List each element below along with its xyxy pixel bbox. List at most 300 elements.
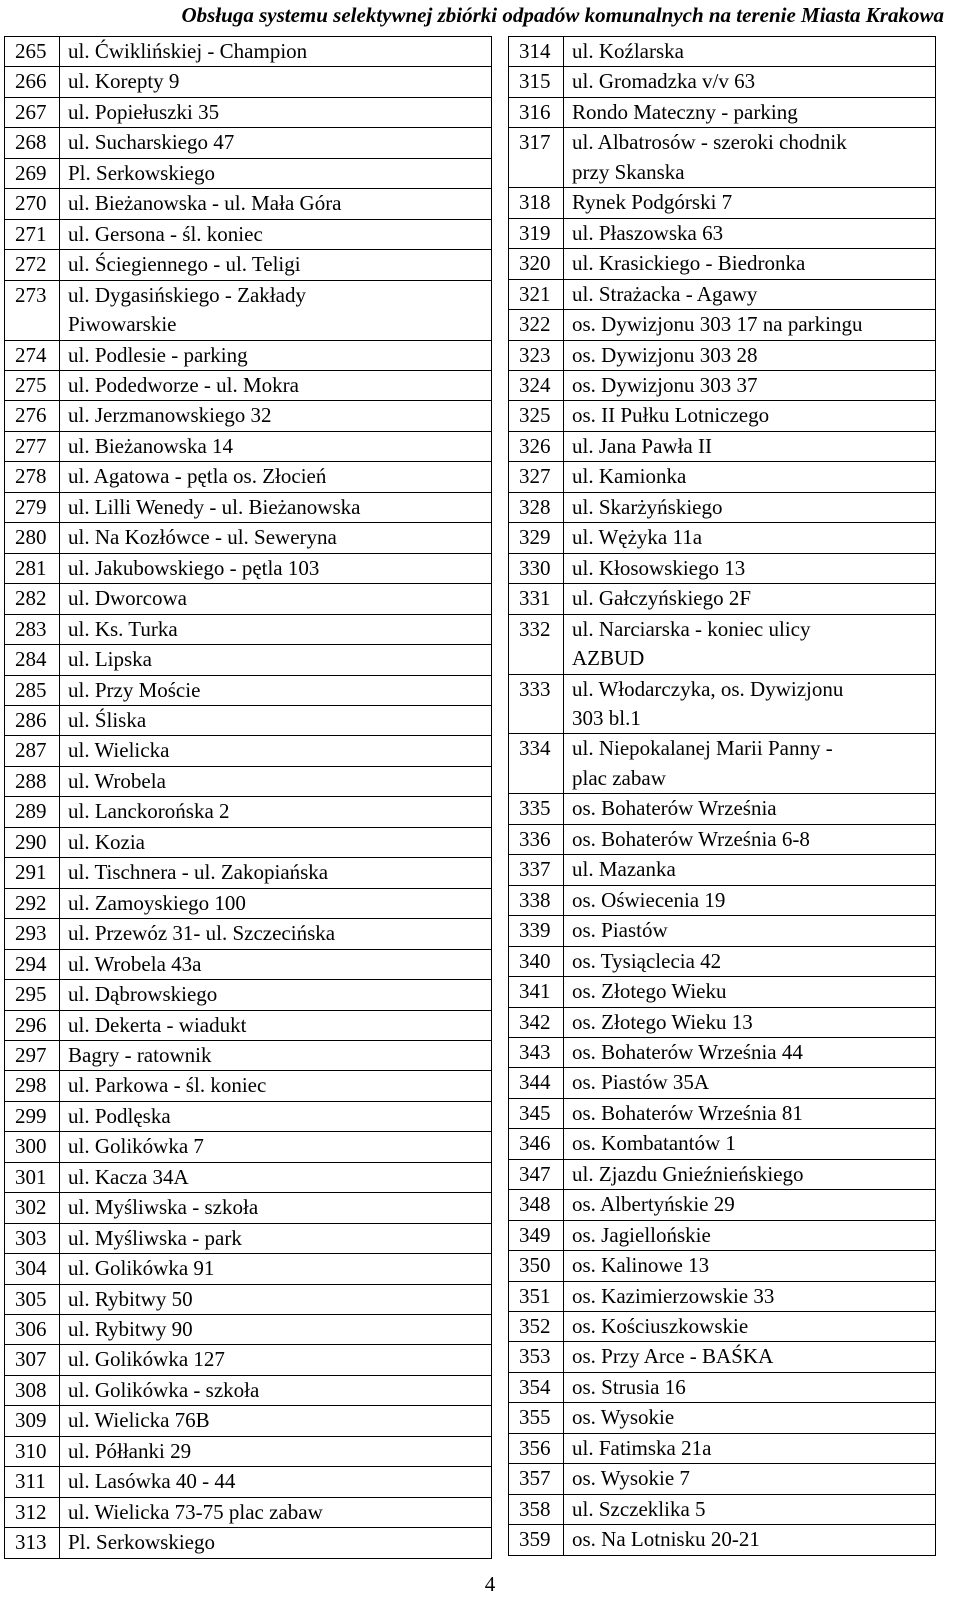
- row-number: 318: [509, 188, 564, 218]
- address-line: ul. Sucharskiego 47: [68, 130, 235, 155]
- table-row: [509, 37, 936, 67]
- row-address: [60, 675, 492, 705]
- row-address: [60, 766, 492, 796]
- address-line-continued: przy Skanska: [572, 159, 685, 184]
- row-address: [564, 462, 936, 492]
- table-row: [5, 614, 492, 644]
- row-number: 333: [509, 674, 564, 734]
- table-row: [5, 1223, 492, 1253]
- row-number: 351: [509, 1281, 564, 1311]
- address-line: ul. Przy Moście: [68, 677, 201, 702]
- address-line: ul. Tischnera - ul. Zakopiańska: [68, 860, 329, 885]
- row-address: [564, 614, 936, 674]
- row-address: [564, 279, 936, 309]
- row-number: 317: [509, 128, 564, 188]
- address-line: Pl. Serkowskiego: [68, 160, 215, 185]
- table-row: [5, 370, 492, 400]
- address-line: ul. Kozia: [68, 829, 145, 854]
- table-row: [509, 188, 936, 218]
- row-number: 316: [509, 97, 564, 127]
- row-address: [564, 946, 936, 976]
- row-number: 294: [5, 949, 60, 979]
- row-address: [60, 1162, 492, 1192]
- row-address: [564, 249, 936, 279]
- address-line: ul. Bieżanowska 14: [68, 433, 234, 458]
- address-line: ul. Ks. Turka: [68, 616, 178, 641]
- table-row: [5, 492, 492, 522]
- address-line: ul. Przewóz 31- ul. Szczecińska: [68, 921, 336, 946]
- address-line: ul. Płaszowska 63: [572, 220, 724, 245]
- table-row: [509, 1464, 936, 1494]
- row-address: [60, 1284, 492, 1314]
- row-number: 327: [509, 462, 564, 492]
- table-row: [5, 37, 492, 67]
- row-address: [564, 1464, 936, 1494]
- row-number: 280: [5, 523, 60, 553]
- table-row: [5, 401, 492, 431]
- address-line: ul. Golikówka - szkoła: [68, 1377, 260, 1402]
- table-row: [509, 1494, 936, 1524]
- address-line: ul. Dąbrowskiego: [68, 982, 218, 1007]
- address-line: ul. Gromadzka v/v 63: [572, 69, 756, 94]
- page-header: Obsługa systemu selektywnej zbiórki odpadów komunalnych na terenie Miasta Krakowa: [181, 3, 944, 27]
- table-row: [509, 97, 936, 127]
- row-number: 277: [5, 431, 60, 461]
- row-number: 353: [509, 1342, 564, 1372]
- row-address: [60, 858, 492, 888]
- address-line: ul. Kacza 34A: [68, 1164, 189, 1189]
- table-row: [509, 1068, 936, 1098]
- address-line: os. Strusia 16: [572, 1374, 686, 1399]
- address-line: os. Bohaterów Września 81: [572, 1100, 803, 1125]
- address-line: ul. Dekerta - wiadukt: [68, 1012, 247, 1037]
- row-address: [60, 1375, 492, 1405]
- address-line: ul. Wielicka: [68, 738, 170, 763]
- address-line: os. Dywizjonu 303 37: [572, 372, 758, 397]
- row-number: 358: [509, 1494, 564, 1524]
- address-line: ul. Mazanka: [572, 857, 676, 882]
- row-number: 288: [5, 766, 60, 796]
- row-number: 281: [5, 553, 60, 583]
- row-address: [564, 855, 936, 885]
- table-row: [5, 250, 492, 280]
- row-address: [60, 1254, 492, 1284]
- row-number: 332: [509, 614, 564, 674]
- row-address: [564, 674, 936, 734]
- address-line: os. Wysokie: [572, 1405, 675, 1430]
- address-line: os. Bohaterów Września: [572, 796, 777, 821]
- address-line: Pl. Serkowskiego: [68, 1530, 215, 1555]
- row-address: [60, 1010, 492, 1040]
- row-address: [60, 980, 492, 1010]
- row-address: [60, 97, 492, 127]
- address-line: os. Kazimierzowskie 33: [572, 1283, 775, 1308]
- row-address: [60, 1101, 492, 1131]
- row-number: 306: [5, 1315, 60, 1345]
- table-row: [5, 523, 492, 553]
- row-address: [564, 1342, 936, 1372]
- table-row: [509, 310, 936, 340]
- row-number: 319: [509, 218, 564, 248]
- address-line: ul. Rybitwy 90: [68, 1317, 193, 1342]
- address-line: os. Dywizjonu 303 28: [572, 342, 758, 367]
- table-row: [509, 1281, 936, 1311]
- address-line: os. Kościuszkowskie: [572, 1314, 749, 1339]
- address-line: ul. Skarżyńskiego: [572, 494, 723, 519]
- table-row: [5, 280, 492, 340]
- row-number: 357: [509, 1464, 564, 1494]
- table-row: [5, 1528, 492, 1558]
- row-number: 307: [5, 1345, 60, 1375]
- row-address: [564, 1129, 936, 1159]
- table-row: [509, 462, 936, 492]
- row-number: 274: [5, 340, 60, 370]
- address-line: ul. Ćwiklińskiej - Champion: [68, 39, 308, 63]
- table-row: [509, 370, 936, 400]
- address-line: ul. Wielicka 73-75 plac zabaw: [68, 1499, 323, 1524]
- address-line: ul. Kamionka: [572, 464, 687, 489]
- table-row: [5, 1132, 492, 1162]
- table-row: [5, 431, 492, 461]
- row-address: [564, 584, 936, 614]
- row-number: 271: [5, 219, 60, 249]
- row-address: [564, 1251, 936, 1281]
- address-line: ul. Podedworze - ul. Mokra: [68, 372, 299, 397]
- address-line: ul. Lipska: [68, 647, 152, 672]
- row-number: 337: [509, 855, 564, 885]
- address-table-right: [508, 36, 936, 1556]
- row-address: [60, 705, 492, 735]
- row-address: [60, 401, 492, 431]
- address-line: ul. Podlesie - parking: [68, 342, 248, 367]
- address-line: ul. Agatowa - pętla os. Złocień: [68, 464, 327, 489]
- address-line: ul. Dworcowa: [68, 586, 187, 611]
- address-line: ul. Zjazdu Gnieźnieńskiego: [572, 1161, 804, 1186]
- row-number: 313: [5, 1528, 60, 1558]
- address-table-left: [4, 36, 492, 1559]
- address-line: ul. Golikówka 127: [68, 1347, 225, 1372]
- address-line: os. Złotego Wieku: [572, 979, 727, 1004]
- row-number: 340: [509, 946, 564, 976]
- row-number: 322: [509, 310, 564, 340]
- address-line: ul. Wrobela 43a: [68, 951, 202, 976]
- row-address: [60, 1436, 492, 1466]
- address-line: ul. Golikówka 91: [68, 1256, 215, 1281]
- address-line: os. Bohaterów Września 6-8: [572, 826, 810, 851]
- row-address: [60, 37, 492, 67]
- address-line: ul. Rybitwy 50: [68, 1286, 193, 1311]
- row-number: 348: [509, 1190, 564, 1220]
- address-line-continued: 303 bl.1: [572, 705, 641, 730]
- table-row: [5, 797, 492, 827]
- table-row: [5, 1010, 492, 1040]
- table-row: [509, 340, 936, 370]
- row-address: [564, 97, 936, 127]
- row-address: [60, 250, 492, 280]
- table-row: [509, 492, 936, 522]
- row-address: [60, 1132, 492, 1162]
- address-line: os. Wysokie 7: [572, 1466, 690, 1491]
- table-row: [5, 128, 492, 158]
- row-number: 268: [5, 128, 60, 158]
- table-row: [5, 1101, 492, 1131]
- table-row: [509, 1525, 936, 1555]
- address-line: ul. Dygasińskiego - Zakłady: [68, 282, 306, 307]
- table-row: [5, 1162, 492, 1192]
- row-number: 328: [509, 492, 564, 522]
- row-address: [60, 797, 492, 827]
- row-address: [564, 1190, 936, 1220]
- address-line: ul. Jana Pawła II: [572, 433, 712, 458]
- address-line: ul. Włodarczyka, os. Dywizjonu: [572, 676, 844, 701]
- address-line: ul. Śliska: [68, 707, 147, 732]
- table-row: [509, 1037, 936, 1067]
- address-line: ul. Lanckorońska 2: [68, 799, 230, 824]
- address-line: ul. Lilli Wenedy - ul. Bieżanowska: [68, 494, 361, 519]
- table-row: [509, 1312, 936, 1342]
- table-row: [509, 614, 936, 674]
- table-row: [5, 888, 492, 918]
- row-address: [564, 1068, 936, 1098]
- table-row: [5, 1040, 492, 1070]
- table-row: [5, 462, 492, 492]
- address-line: os. Piastów 35A: [572, 1070, 710, 1095]
- address-line: os. Piastów: [572, 918, 668, 943]
- table-row: [509, 1159, 936, 1189]
- address-line: ul. Jakubowskiego - pętla 103: [68, 555, 320, 580]
- address-line: ul. Fatimska 21a: [572, 1435, 712, 1460]
- row-number: 270: [5, 189, 60, 219]
- row-address: [564, 1525, 936, 1555]
- table-row: [5, 949, 492, 979]
- address-line: os. Na Lotnisku 20-21: [572, 1527, 760, 1552]
- table-row: [5, 553, 492, 583]
- row-address: [60, 1497, 492, 1527]
- address-line: ul. Ściegiennego - ul. Teligi: [68, 252, 301, 277]
- row-number: 295: [5, 980, 60, 1010]
- address-line: ul. Koźlarska: [572, 39, 684, 63]
- table-row: [5, 1436, 492, 1466]
- table-row: [5, 340, 492, 370]
- address-table-right-body: [509, 37, 936, 1556]
- address-line: os. Kalinowe 13: [572, 1253, 710, 1278]
- row-address: [60, 614, 492, 644]
- table-row: [509, 1372, 936, 1402]
- table-row: [5, 675, 492, 705]
- row-number: 336: [509, 824, 564, 854]
- row-number: 335: [509, 794, 564, 824]
- table-row: [5, 67, 492, 97]
- table-row: [5, 1467, 492, 1497]
- table-row: [509, 401, 936, 431]
- row-number: 266: [5, 67, 60, 97]
- table-row: [5, 219, 492, 249]
- table-row: [5, 1345, 492, 1375]
- row-number: 267: [5, 97, 60, 127]
- address-line-continued: Piwowarskie: [68, 312, 177, 337]
- table-row: [509, 855, 936, 885]
- row-address: [564, 824, 936, 854]
- table-row: [5, 1284, 492, 1314]
- table-row: [509, 977, 936, 1007]
- table-row: [5, 766, 492, 796]
- row-address: [60, 1040, 492, 1070]
- row-number: 315: [509, 67, 564, 97]
- row-address: [564, 1403, 936, 1433]
- address-line: ul. Myśliwska - park: [68, 1225, 242, 1250]
- table-row: [509, 249, 936, 279]
- row-address: [60, 888, 492, 918]
- row-address: [60, 1193, 492, 1223]
- address-line: ul. Golikówka 7: [68, 1134, 204, 1159]
- row-address: [60, 1223, 492, 1253]
- row-number: 298: [5, 1071, 60, 1101]
- table-row: [509, 1220, 936, 1250]
- row-number: 279: [5, 492, 60, 522]
- address-line: ul. Wielicka 76B: [68, 1408, 210, 1433]
- row-address: [564, 794, 936, 824]
- address-line: ul. Korepty 9: [68, 69, 180, 94]
- table-row: [509, 946, 936, 976]
- address-line: ul. Gersona - śl. koniec: [68, 221, 263, 246]
- row-address: [564, 1159, 936, 1189]
- table-row: [5, 1254, 492, 1284]
- row-address: [60, 736, 492, 766]
- row-number: 303: [5, 1223, 60, 1253]
- row-address: [564, 492, 936, 522]
- address-line: os. Złotego Wieku 13: [572, 1009, 753, 1034]
- row-number: 278: [5, 462, 60, 492]
- row-number: 356: [509, 1433, 564, 1463]
- row-number: 345: [509, 1098, 564, 1128]
- row-number: 286: [5, 705, 60, 735]
- row-number: 272: [5, 250, 60, 280]
- table-row: [509, 1098, 936, 1128]
- row-number: 331: [509, 584, 564, 614]
- table-row: [509, 584, 936, 614]
- row-address: [564, 431, 936, 461]
- table-row: [509, 885, 936, 915]
- row-number: 354: [509, 1372, 564, 1402]
- address-line: os. Dywizjonu 303 17 na parkingu: [572, 312, 863, 337]
- row-number: 355: [509, 1403, 564, 1433]
- page-number: 4: [484, 1572, 496, 1596]
- table-row: [5, 736, 492, 766]
- row-number: 352: [509, 1312, 564, 1342]
- row-number: 293: [5, 919, 60, 949]
- row-number: 343: [509, 1037, 564, 1067]
- address-line: ul. Narciarska - koniec ulicy: [572, 616, 811, 641]
- row-number: 320: [509, 249, 564, 279]
- row-number: 344: [509, 1068, 564, 1098]
- row-address: [564, 1037, 936, 1067]
- row-address: [60, 1345, 492, 1375]
- row-address: [564, 1312, 936, 1342]
- row-address: [60, 219, 492, 249]
- table-row: [509, 553, 936, 583]
- address-line: os. II Pułku Lotniczego: [572, 403, 770, 428]
- table-row: [509, 1190, 936, 1220]
- table-row: [509, 431, 936, 461]
- row-number: 308: [5, 1375, 60, 1405]
- row-number: 302: [5, 1193, 60, 1223]
- row-number: 265: [5, 37, 60, 67]
- row-address: [60, 949, 492, 979]
- address-line: os. Kombatantów 1: [572, 1131, 736, 1156]
- address-line-continued: plac zabaw: [572, 765, 666, 790]
- row-address: [564, 1007, 936, 1037]
- row-number: 276: [5, 401, 60, 431]
- row-address: [564, 885, 936, 915]
- table-row: [5, 1193, 492, 1223]
- row-address: [564, 218, 936, 248]
- row-number: 287: [5, 736, 60, 766]
- address-line: ul. Wężyka 11a: [572, 525, 703, 550]
- row-address: [564, 128, 936, 188]
- address-line: Rynek Podgórski 7: [572, 190, 733, 215]
- table-row: [509, 794, 936, 824]
- address-line: ul. Albatrosów - szeroki chodnik: [572, 130, 847, 155]
- row-address: [564, 401, 936, 431]
- row-number: 291: [5, 858, 60, 888]
- row-number: 359: [509, 1525, 564, 1555]
- address-line: os. Bohaterów Września 44: [572, 1039, 803, 1064]
- address-line: ul. Niepokalanej Marii Panny -: [572, 736, 833, 761]
- address-line: ul. Popiełuszki 35: [68, 99, 220, 124]
- address-line: Bagry - ratownik: [68, 1042, 212, 1067]
- address-line: ul. Strażacka - Agawy: [572, 281, 758, 306]
- row-address: [60, 1528, 492, 1558]
- address-line: ul. Podlęska: [68, 1103, 171, 1128]
- address-line: ul. Wrobela: [68, 768, 166, 793]
- table-row: [5, 919, 492, 949]
- row-number: 296: [5, 1010, 60, 1040]
- table-row: [5, 189, 492, 219]
- table-row: [509, 1129, 936, 1159]
- row-address: [60, 158, 492, 188]
- row-number: 283: [5, 614, 60, 644]
- row-address: [564, 916, 936, 946]
- table-row: [5, 158, 492, 188]
- table-row: [5, 1315, 492, 1345]
- row-number: 338: [509, 885, 564, 915]
- table-row: [509, 1403, 936, 1433]
- table-row: [5, 980, 492, 1010]
- row-number: 301: [5, 1162, 60, 1192]
- address-table-left-body: [5, 37, 492, 1559]
- row-number: 311: [5, 1467, 60, 1497]
- row-number: 309: [5, 1406, 60, 1436]
- row-number: 350: [509, 1251, 564, 1281]
- row-number: 310: [5, 1436, 60, 1466]
- table-row: [5, 1375, 492, 1405]
- table-row: [509, 218, 936, 248]
- table-row: [509, 1433, 936, 1463]
- row-number: 269: [5, 158, 60, 188]
- address-line: ul. Myśliwska - szkoła: [68, 1195, 259, 1220]
- address-line: ul. Zamoyskiego 100: [68, 890, 246, 915]
- address-line: ul. Jerzmanowskiego 32: [68, 403, 272, 428]
- row-number: 314: [509, 37, 564, 67]
- address-line: os. Przy Arce - BAŚKA: [572, 1344, 774, 1369]
- row-address: [60, 492, 492, 522]
- row-address: [60, 280, 492, 340]
- address-line: ul. Półłanki 29: [68, 1438, 192, 1463]
- row-number: 326: [509, 431, 564, 461]
- row-address: [564, 370, 936, 400]
- row-address: [564, 977, 936, 1007]
- row-address: [60, 523, 492, 553]
